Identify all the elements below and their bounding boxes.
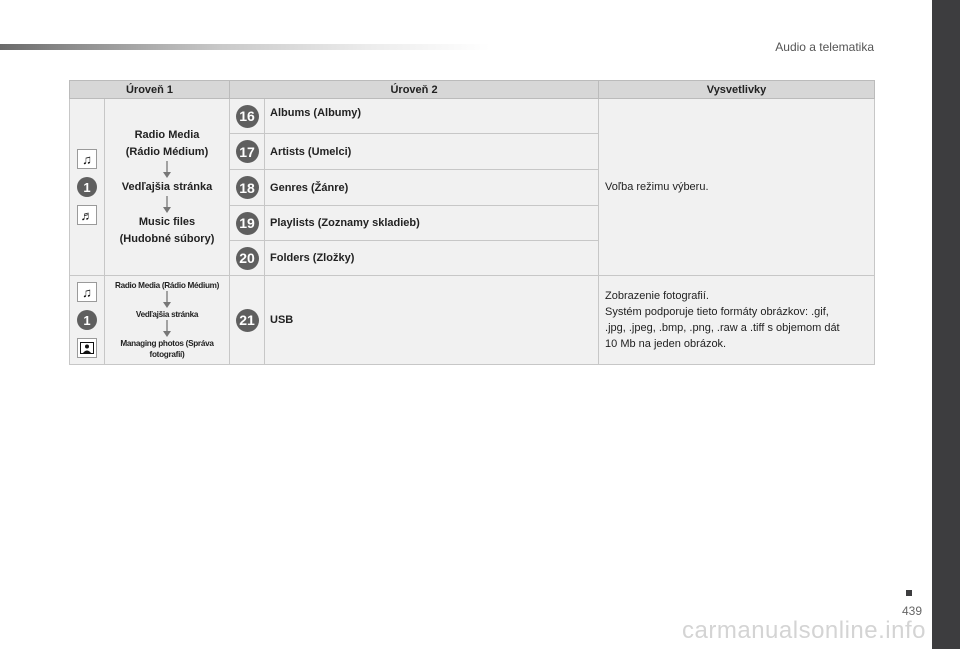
description-cell [599, 276, 875, 365]
nav-step-secondary-page: Vedľajšia stránka [121, 180, 213, 193]
arrow-down-icon [162, 291, 172, 309]
section-title: Audio a telematika [775, 40, 874, 54]
description-line: .jpg, .jpeg, .bmp, .png, .raw a .tiff s objemom dát [605, 322, 840, 334]
menu-item-genres: Genres (Žánre) [265, 170, 599, 206]
description-line: Zobrazenie fotografií. [605, 290, 709, 302]
description-line: 10 Mb na jeden obrázok. [605, 338, 727, 350]
number-badge: 1 [77, 177, 97, 197]
header-explanations: Vysvetlivky [599, 81, 875, 99]
menu-item-playlists: Playlists (Zoznamy skladieb) [265, 206, 599, 241]
level1-icons-cell [70, 99, 105, 276]
page-marker [906, 590, 912, 596]
level1-nav-cell [105, 276, 230, 365]
music-notes-icon: ♬ [77, 205, 97, 225]
arrow-down-icon [162, 196, 172, 214]
header-gradient-bar [0, 44, 490, 50]
number-badge: 1 [77, 310, 97, 330]
level1-nav-cell [105, 99, 230, 276]
description-cell: Voľba režimu výberu. [599, 99, 875, 276]
arrow-down-icon [162, 320, 172, 338]
music-note-icon: ♫ [77, 282, 97, 302]
music-note-icon: ♫ [77, 149, 97, 169]
nav-step-radio-media: Radio Media (Rádio Médium) [114, 281, 220, 290]
number-badge: 16 [236, 105, 259, 128]
nav-step-secondary-page: Vedľajšia stránka [135, 310, 199, 319]
photo-gallery-icon [77, 338, 97, 358]
page-number: 439 [901, 604, 922, 618]
menu-table [69, 80, 875, 365]
menu-item-artists: Artists (Umelci) [265, 134, 599, 170]
number-badge: 21 [236, 309, 259, 332]
number-badge: 19 [236, 212, 259, 235]
header-level-2: Úroveň 2 [230, 81, 599, 99]
header-level-1: Úroveň 1 [70, 81, 230, 99]
number-badge: 20 [236, 247, 259, 270]
table-header-row [70, 81, 875, 99]
watermark: carmanualsonline.info [682, 617, 926, 644]
menu-item-usb: USB [265, 276, 599, 365]
number-badge: 17 [236, 140, 259, 163]
level1-icons-cell [70, 276, 105, 365]
table-row [70, 99, 875, 134]
menu-item-albums: Albums (Albumy) [265, 99, 599, 134]
side-tab-bar [932, 0, 960, 649]
menu-item-folders: Folders (Zložky) [265, 241, 599, 276]
description-line: Systém podporuje tieto formáty obrázkov: .gif, [605, 306, 829, 318]
nav-step-music-files: Music files (Hudobné súbory) [119, 215, 215, 245]
arrow-down-icon [162, 161, 172, 179]
nav-step-radio-media: Radio Media (Rádio Médium) [125, 128, 209, 158]
nav-step-managing-photos: Managing photos (Správa fotografií) [120, 339, 214, 359]
number-badge: 18 [236, 176, 259, 199]
table-row [70, 276, 875, 365]
